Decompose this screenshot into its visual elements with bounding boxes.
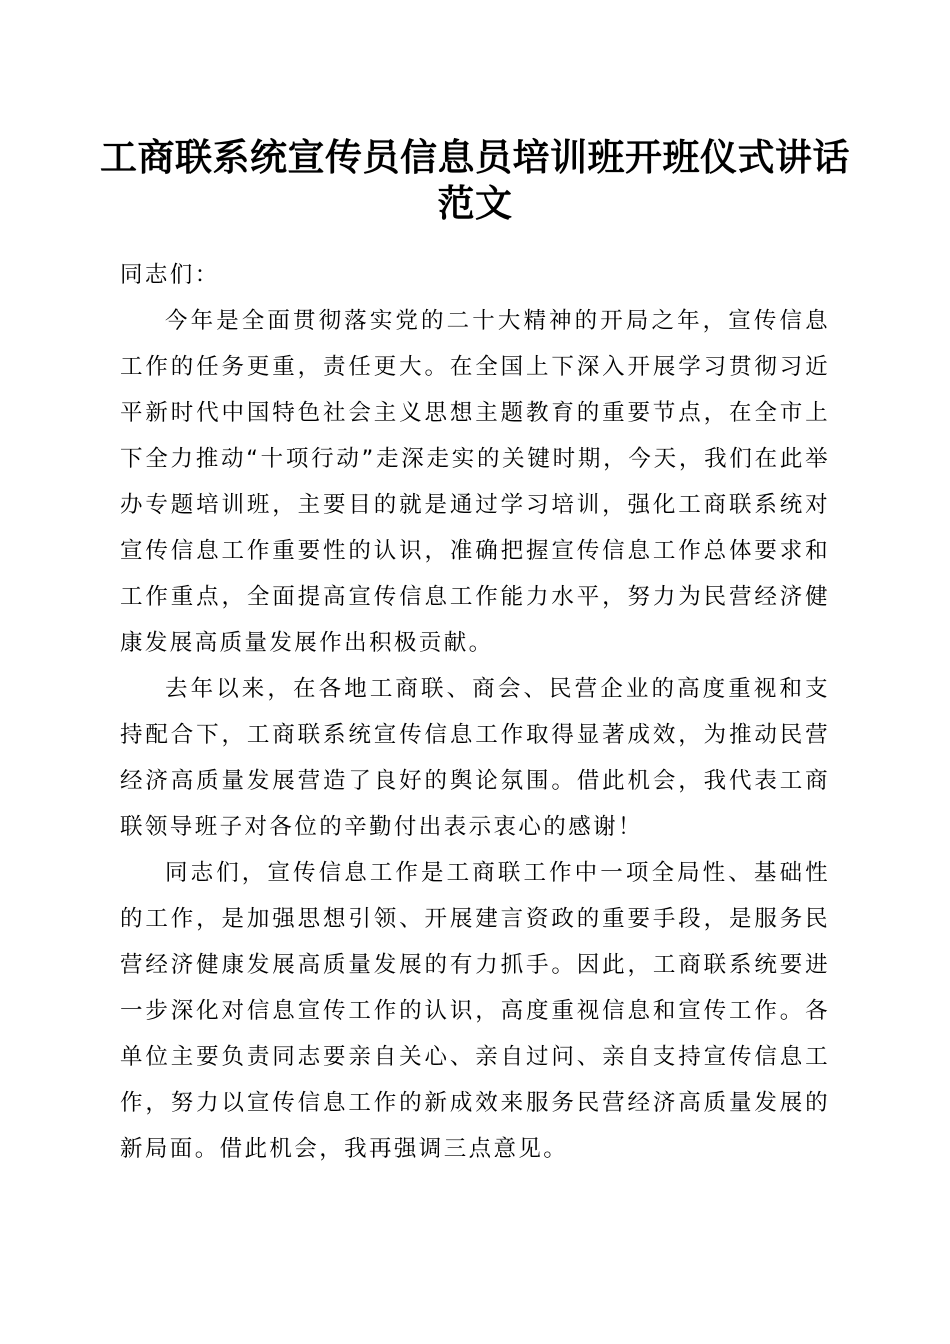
document-title: 工商联系统宣传员信息员培训班开班仪式讲话范文	[100, 135, 850, 225]
salutation: 同志们：	[120, 262, 220, 288]
paragraph-2: 去年以来，在各地工商联、商会、民营企业的高度重视和支持配合下，工商联系统宣传信息工作取得显著成效，为推动民营经济高质量发展营造了良好的舆论氛围。借此机会，我代表工商联领导班子对各位的辛勤付出表示衷心的感谢！	[120, 676, 830, 840]
paragraph-1: 今年是全面贯彻落实党的二十大精神的开局之年，宣传信息工作的任务更重，责任更大。在全国上下深入开展学习贯彻习近平新时代中国特色社会主义思想主题教育的重要节点，在全市上下全力推动“十项行动”走深走实的关键时期，今天，我们在此举办专题培训班，主要目的就是通过学习培训，强化工商联系统对宣传信息工作重要性的认识，准确把握宣传信息工作总体要求和工作重点，全面提高宣传信息工作能力水平，努力为民营经济健康发展高质量发展作出积极贡献。	[120, 308, 830, 656]
document-body	[120, 252, 830, 1172]
paragraph-3: 同志们，宣传信息工作是工商联工作中一项全局性、基础性的工作，是加强思想引领、开展建言资政的重要手段，是服务民营经济健康发展高质量发展的有力抓手。因此，工商联系统要进一步深化对信息宣传工作的认识，高度重视信息和宣传工作。各单位主要负责同志要亲自关心、亲自过问、亲自支持宣传信息工作，努力以宣传信息工作的新成效来服务民营经济高质量发展的新局面。借此机会，我再强调三点意见。	[120, 860, 830, 1162]
